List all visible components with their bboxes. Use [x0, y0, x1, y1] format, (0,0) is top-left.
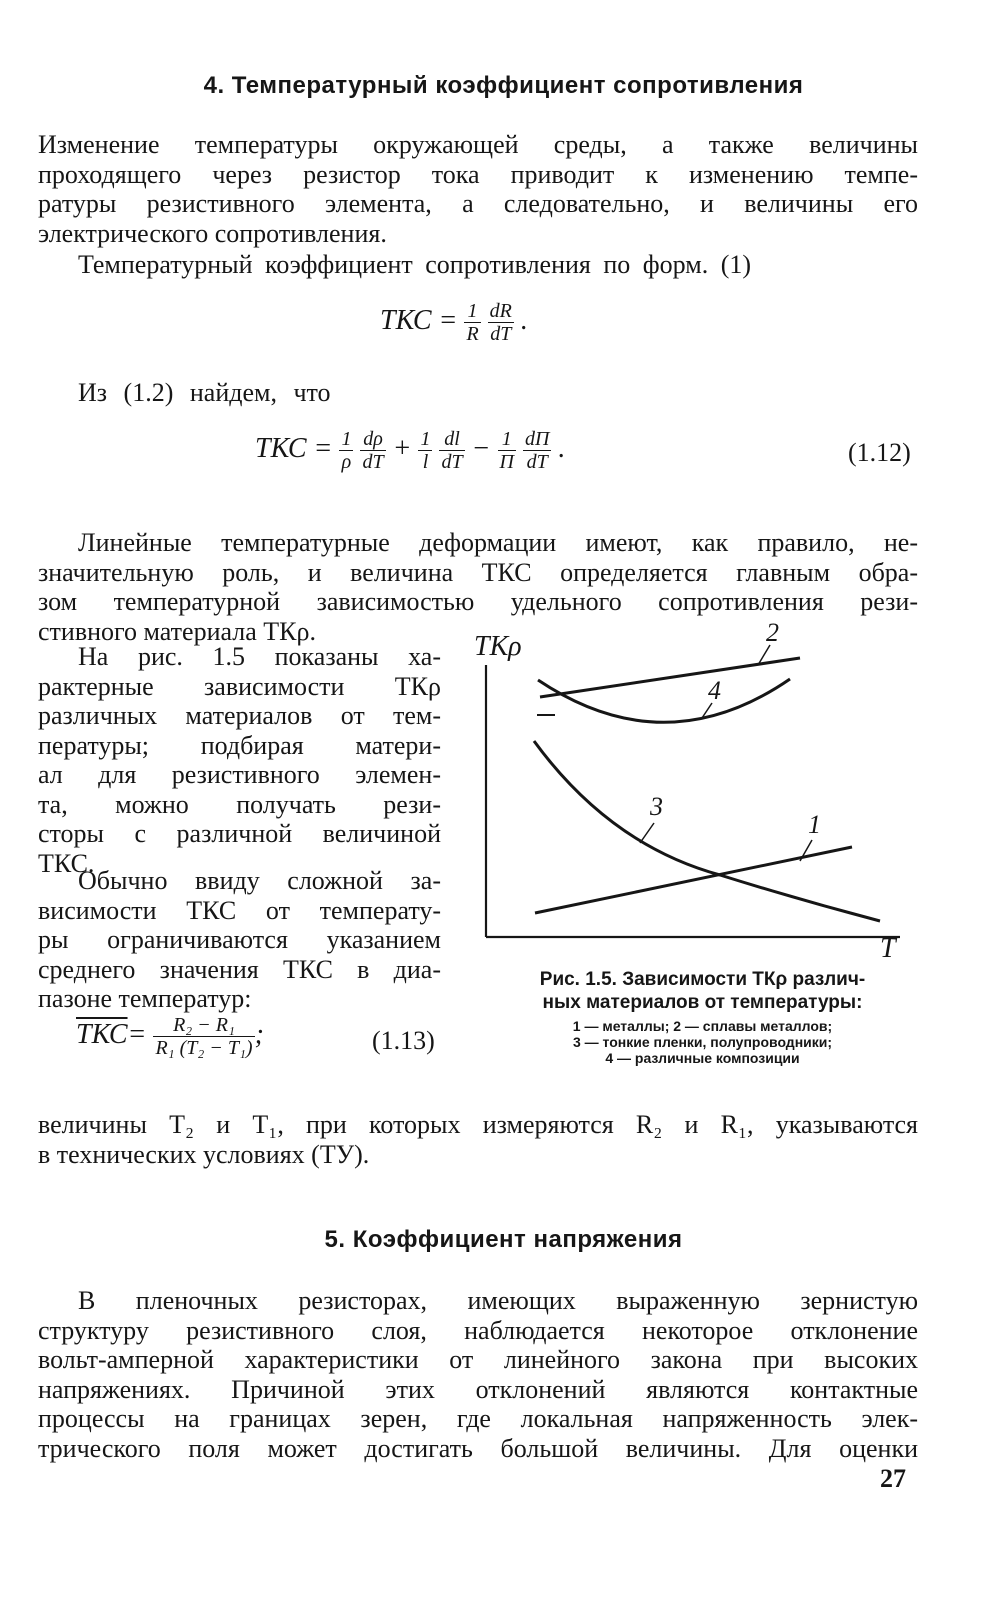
fraction: $\frac{1}{R}$	[466, 300, 479, 345]
text-line: В пленочных резисторах, имеющих выраженную зернистую	[78, 1286, 918, 1315]
text-line: различных материалов от тем-	[38, 701, 441, 730]
text-line: ры ограничиваются указанием	[38, 925, 441, 954]
text-line: висимости ТКС от температу-	[38, 895, 441, 925]
text-line: ратуры резистивного элемента, а следовательно, и величины его	[38, 189, 918, 218]
text-line: стивного материала ТКρ.	[38, 616, 316, 646]
paragraph-average-tcr	[38, 866, 441, 1014]
y-axis-label: ТКρ	[474, 631, 522, 662]
text-line: процессы на границах зерен, где локальная напряженность элек-	[38, 1404, 918, 1433]
section-4-heading: 4. Температурный коэффициент сопротивления	[203, 72, 804, 99]
text-line: в технических условиях (ТУ).	[38, 1139, 370, 1169]
paragraph-from: Из (1.2) найдем, что	[78, 378, 331, 407]
curve-label: 4	[708, 676, 721, 705]
caption-title: ных материалов от температуры:	[542, 992, 863, 1013]
equation-tcr: ТКС = $\frac{1}{R}$ $\frac{dR}{dT}$ .	[380, 300, 528, 345]
text-line: величины T₂ и T₁, при которых измеряются R₂ и R₁, указываются	[38, 1110, 918, 1139]
paragraph-fig-ref	[38, 642, 441, 878]
caption-legend: 4 — различные композиции	[605, 1050, 800, 1066]
text-line: проходящего через резистор тока приводит к изменению темпе-	[38, 159, 918, 189]
text-line: структуру резистивного слоя, наблюдается некоторое отклонение	[38, 1315, 918, 1345]
paragraph-tcr-def: Температурный коэффициент сопротивления по форм. (1)	[78, 250, 752, 279]
equation-1-12: ТКС = $\frac{1}{\rho}$ $\frac{d\rho}{dT}$ + $\frac{1}{l}$ $\frac{dl}{dT}$ − $\frac{1}{П}$ $\frac{dП}{dT}$ .	[255, 428, 566, 473]
caption-legend: 1 — металлы; 2 — сплавы металлов;	[572, 1018, 833, 1034]
curve-3-thin-films	[534, 741, 880, 921]
figure-tcr-vs-temperature	[460, 615, 920, 965]
text-line: ал для резистивного элемен-	[38, 760, 441, 789]
text-line: электрического сопротивления.	[38, 218, 387, 248]
figure-caption	[490, 968, 915, 1066]
curve-label: 3	[650, 792, 663, 821]
equation-number: (1.13)	[372, 1026, 435, 1055]
page-number: 27	[880, 1464, 906, 1493]
text-line: Обычно ввиду сложной за-	[78, 866, 441, 895]
text-line: та, можно получать рези-	[38, 789, 441, 819]
text-line: вольт-амперной характеристики от линейного закона при высоких	[38, 1345, 918, 1374]
text-line: трического поля может достигать большой величины. Для оценки	[38, 1433, 918, 1463]
leader-line	[640, 823, 654, 843]
equation-number: (1.12)	[848, 438, 911, 467]
fraction: $\frac{dR}{dT}$	[489, 300, 512, 345]
caption-title: Рис. 1.5. Зависимости ТКρ различ-	[539, 969, 866, 990]
eq-lhs: ТКС =	[380, 304, 458, 336]
text-line: напряжениях. Причиной этих отклонений являются контактные	[38, 1374, 918, 1404]
curve-1-metals	[535, 847, 852, 913]
text-line: сторы с различной величиной	[38, 819, 441, 848]
text-line: среднего значения ТКС в диа-	[38, 954, 441, 984]
text-line: значительную роль, и величина ТКС определяется главным обра-	[38, 557, 918, 587]
text-line: Линейные температурные деформации имеют, как правило, не-	[78, 528, 918, 557]
text-line: На рис. 1.5 показаны ха-	[78, 642, 441, 671]
paragraph-voltage-coeff	[38, 1286, 918, 1463]
curve-label: 1	[808, 810, 821, 839]
text-line: пературы; подбирая матери-	[38, 730, 441, 760]
text-line: Изменение температуры окружающей среды, а также величины	[38, 130, 918, 159]
paragraph-tu	[38, 1110, 918, 1169]
text-line: пазоне температур:	[38, 984, 252, 1013]
section-5-heading: 5. Коэффициент напряжения	[324, 1226, 683, 1253]
paragraph-intro	[38, 130, 918, 248]
text-line: рактерные зависимости ТКρ	[38, 671, 441, 701]
curve-4-compositions	[538, 679, 790, 722]
x-axis-label: T	[880, 933, 896, 964]
caption-legend: 3 — тонкие пленки, полупроводники;	[572, 1034, 833, 1050]
equation-1-13: ТКС= $\frac{\text{R₂ − R₁}}{\text{R₁ (T₂ − T₁)}}$ ;	[76, 1014, 264, 1059]
text-line: ТКС.	[38, 848, 95, 878]
curve-label: 2	[766, 618, 779, 647]
text-line: зом температурной зависимостью удельного сопротивления рези-	[38, 587, 918, 616]
curve-2-alloys	[540, 658, 800, 697]
